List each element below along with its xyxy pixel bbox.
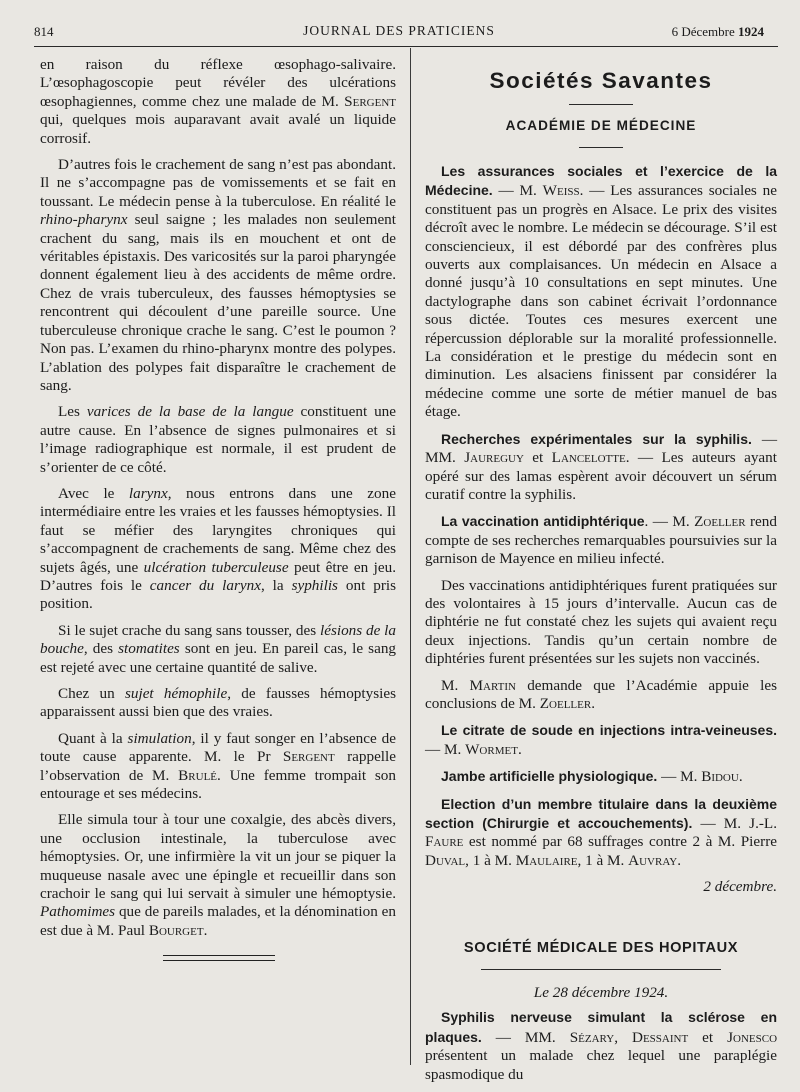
academy-heading-rule <box>579 147 623 148</box>
page-number: 814 <box>34 24 54 39</box>
society-heading: SOCIÉTÉ MÉDICALE DES HOPITAUX <box>463 939 739 956</box>
item-jambe-artificielle: Jambe artificielle physiologique. — M. Bidou. <box>441 768 743 786</box>
item-vaccination-details: Des vaccinations antidiphtériques furent pratiquées sur des volontaires à 15 jours d’intervalle. Aucun cas de diphtérie ne fut constaté chez les sujets qui avaient reçu deux injections. Tandis qu’un certain nombre de diphtéries furent présentées sur les sujets non vaccinés. <box>425 576 777 668</box>
paragraph-varices: Les varices de la base de la langue constituent une autre cause. En l’absence de signes pulmonaires et si l’image radiographique est normale, il est prudent de s’orienter de ce côté. <box>40 403 396 476</box>
item-vaccination-martin: M. Martin demande que l’Académie appuie les conclusions de M. Zoeller. <box>425 676 777 712</box>
right-column <box>425 60 777 1092</box>
paragraph-oesophagus: en raison du réflexe œsophago-salivaire. L’œsophagoscopie peut révéler des ulcérations œsophagiennes, comme chez une malade de M. Sergent qui, quelques mois auparavant avait avalé un liquide corrosif. <box>40 56 396 147</box>
item-syphilis-nerveuse: Syphilis nerveuse simulant la sclérose en plaques. — MM. Sézary, Dessaint et Jonesco présentent un malade chez lequel une paraplégie spasmodique du <box>425 1009 778 1083</box>
item-recherches-syphilis: Recherches expérimentales sur la syphilis. — MM. Jaureguy et Lancelotte. — Les auteurs ayant opéré sur des lamas espèrent avoir découvert un sérum curatif contre la syphilis. <box>425 430 778 503</box>
issue-year: 1924 <box>738 24 764 39</box>
paragraph-simulation: Quant à la simulation, il y faut songer en l’absence de toute cause apparente. M. le Pr Sergent rappelle l’observation de M. Brulé. Une femme trompait son entourage et ses médecins. <box>40 729 396 803</box>
society-dateline: Le 28 décembre 1924. <box>533 984 669 1002</box>
item-citrate-soude: Le citrate de soude en injections intra-veineuses. — M. Wormet. <box>425 722 777 758</box>
left-column <box>40 56 396 948</box>
item-assurances-sociales: Les assurances sociales et l’exercice de la Médecine. — M. Weiss. — Les assurances sociales ne constituent pas un progrès en Alsace. Le prix des visites décroît avec le nombre. Le médecin se décourage. S’il est consciencieux, il est débordé par des confrères plus ouverts aux complaisances. Un médecin en Alsace a donné jusqu’à 10 consultations en sept minutes. Une dactylographe dans son cabinet écrivait l’ordonnance sous dictée. Toutes ces mesures exercent une répercussion déplorable sur la moralité professionnelle. La considération et le prestige du médecin sont en diminution. Les alsaciens finissent par considérer la médecine comme une sorte de métier manuel de bas étage. <box>425 163 778 421</box>
paragraph-hemophile: Chez un sujet hémophile, de fausses hémoptysies apparaissent aussi bien que des vraies. <box>40 685 396 721</box>
society-heading-rule <box>481 969 721 970</box>
paragraph-larynx: Avec le larynx, nous entrons dans une zone intermédiaire entre les vraies et les fausses hémoptysies. Il faut se méfier des laryngites chroniques qui s’accompagnent de crachements de sang. Même chez des sujets âgés, une ulcération tuberculeuse peut être en jeu. D’autres fois le cancer du larynx, la syphilis ont pris position. <box>40 484 397 613</box>
item-vaccination: La vaccination antidiphtérique. — M. Zoeller rend compte de ses recherches remarquables poursuivies sur la garnison de Mayence en milieu infecté. <box>425 513 777 568</box>
journal-title: JOURNAL DES PRATICIENS <box>303 23 495 38</box>
paragraph-rhino-pharynx: D’autres fois le crachement de sang n’est pas abondant. Il ne s’accompagne pas de vomissements et se fait en toussant. Le médecin pense à la tuberculose. En réalité le rhino-pharynx seul saigne ; les malades non seulement crachent du sang, mais ils en mouchent et ont de véritables épistaxis. Des varicosités sur la paroi pharyngée donnent également lieu à des accidents de même ordre. Chez de vrais tuberculeux, des fausses hémoptysies se rencontrent qui découlent d’une pareille source. Une tuberculeuse chronique crache le sang. C’est le poumon ? Non pas. L’examen du rhino-pharynx montre des polypes. L’ablation des polypes fait disparaître le crachement de sang. <box>40 156 396 394</box>
issue-date-day-month: 6 Décembre <box>671 24 738 39</box>
paragraph-pathomimes: Elle simula tour à tour une coxalgie, des abcès divers, une occlusion intestinale, la tuberculose avec hémoptysies. Or, une infirmière la vit un jour se piquer la muqueuse nasale avec une épingle et recueillir dans son crachoir le sang qui lui servait à simuler une hémoptysie. Pathomimes que de pareils malades, et la dénomination en est due à M. Paul Bourget. <box>40 811 396 939</box>
academy-heading: ACADÉMIE DE MÉDECINE <box>505 118 697 133</box>
issue-date <box>672 24 764 40</box>
academy-signoff-date: 2 décembre. <box>703 878 777 896</box>
end-of-article-rule <box>163 955 275 961</box>
item-election: Election d’un membre titulaire dans la deuxième section (Chirurgie et accouchements). — M. J.-L. Faure est nommé par 68 suffrages contre 2 à M. Pierre Duval, 1 à M. Maulaire, 1 à M. Auvray. <box>425 795 777 869</box>
column-divider <box>410 48 411 1065</box>
section-title-rule <box>569 104 633 105</box>
header-rule <box>34 46 778 47</box>
paragraph-mouth-lesions: Si le sujet crache du sang sans tousser, des lésions de la bouche, des stomatites sont en jeu. En pareil cas, le sang est rejeté avec une certaine quantité de salive. <box>40 621 397 676</box>
section-title: Sociétés Savantes <box>489 68 713 93</box>
running-header <box>34 22 764 46</box>
